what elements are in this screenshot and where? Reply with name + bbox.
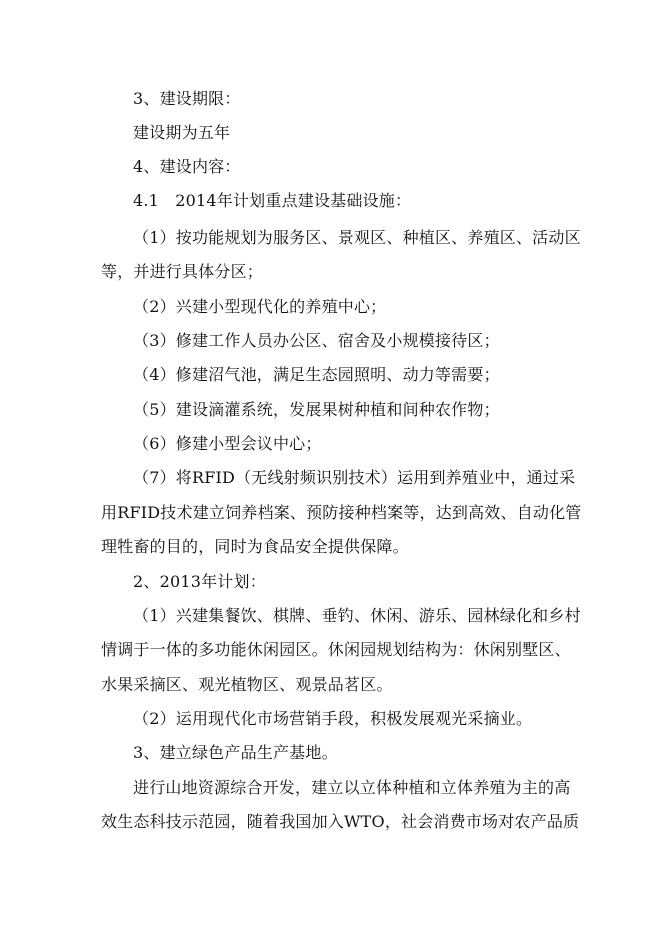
- list-item: （6）修建小型会议中心；: [133, 434, 322, 453]
- list-item-continuation: 情调于一体的多功能休闲园区。休闲园规划结构为：休闲别墅区、: [101, 640, 571, 659]
- paragraph-line: 建设期为五年: [133, 123, 231, 142]
- list-item: （5）建设滴灌系统，发展果树种植和间种农作物；: [133, 400, 500, 419]
- list-item: （1）按功能规划为服务区、景观区、种植区、养殖区、活动区: [133, 228, 581, 247]
- list-item-continuation: 等，并进行具体分区；: [101, 262, 264, 281]
- paragraph-line: 进行山地资源综合开发，建立以立体种植和立体养殖为主的高: [133, 778, 571, 797]
- list-item: （2）兴建小型现代化的养殖中心；: [133, 297, 387, 316]
- section-heading-2013-plan: 2、2013年计划：: [133, 572, 266, 591]
- subsection-heading: 4.1 2014年计划重点建设基础设施：: [133, 191, 412, 210]
- list-item: （1）兴建集餐饮、棋牌、垂钓、休闲、游乐、园林绿化和乡村: [133, 606, 581, 625]
- section-heading-construction-content: 4、建设内容：: [133, 157, 241, 176]
- list-item: （4）修建沼气池，满足生态园照明、动力等需要；: [133, 365, 500, 384]
- section-heading-construction-period: 3、建设期限：: [133, 89, 241, 108]
- list-item: （7）将RFID（无线射频识别技术）运用到养殖业中，通过采: [133, 468, 576, 487]
- list-item-continuation: 水果采摘区、观光植物区、观景品茗区。: [101, 675, 393, 694]
- list-item: （3）修建工作人员办公区、宿舍及小规模接待区；: [133, 331, 500, 350]
- list-item: （2）运用现代化市场营销手段，积极发展观光采摘业。: [133, 709, 533, 728]
- section-heading-green-base: 3、建立绿色产品生产基地。: [133, 743, 338, 762]
- paragraph-line: 效生态科技示范园，随着我国加入WTO，社会消费市场对农产品质: [101, 812, 580, 831]
- list-item-continuation: 用RFID技术建立饲养档案、预防接种档案等，达到高效、自动化管: [101, 503, 582, 522]
- list-item-continuation: 理牲畜的目的，同时为食品安全提供保障。: [101, 537, 409, 556]
